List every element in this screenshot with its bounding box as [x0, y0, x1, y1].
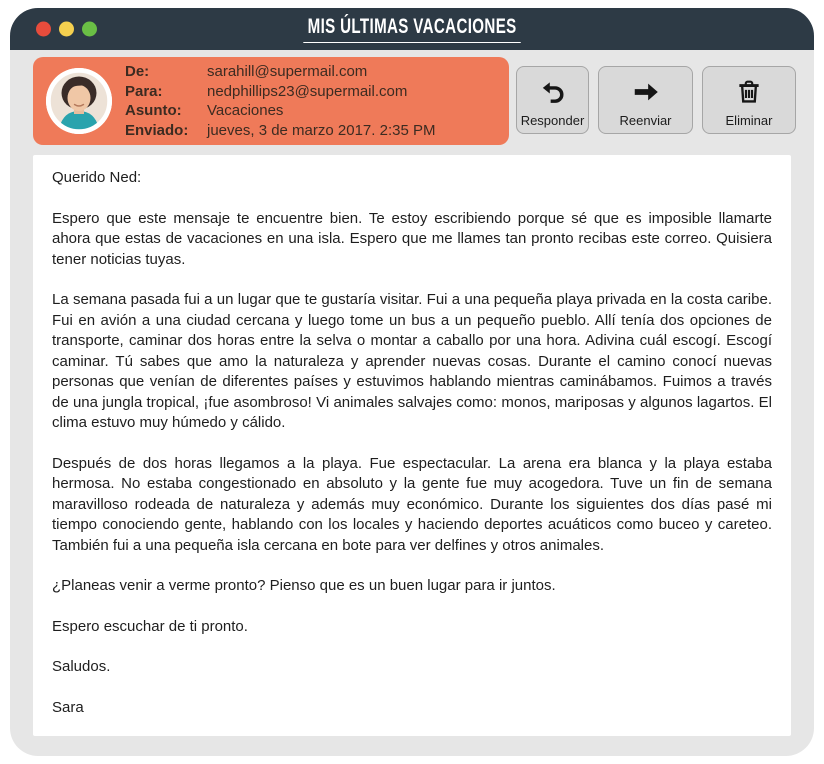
meta-row-from — [125, 62, 435, 82]
from-label: De: — [125, 63, 150, 80]
reply-button-label: Responder — [520, 113, 585, 128]
reply-arrow-icon — [538, 67, 568, 113]
paragraph: La semana pasada fui a un lugar que te gustaría visitar. Fui a una pequeña playa privada en la costa caribe. Fui en avión a una ciudad cercana y luego tome un bus a un pequeño pueblo. Allí tenía dos opciones de transporte, caminar dos horas entre la selva o montar a caballo por una hora. Adivina cuál escogí. Escogí caminar. Tú sabes que amo la naturaleza y aprender nuevas cosas. Durante el camino conocí nuevas personas que venían de diferentes países y estuvimos hablando mientras caminábamos. Fuimos a través de una jungla tropical, ¡fue asombroso! Vi animales salvajes como: monos, mariposas y algunos lagartos. El clima estuvo muy húmedo y cálido. — [52, 291, 772, 431]
forward-button[interactable] — [598, 66, 693, 134]
to-value: nedphillips23@supermail.com — [207, 82, 408, 100]
subject-value: Vacaciones — [207, 102, 284, 119]
mail-header — [33, 57, 509, 145]
mail-meta — [125, 62, 435, 140]
meta-row-subject — [125, 101, 435, 121]
avatar — [46, 68, 112, 134]
trash-icon — [734, 67, 764, 113]
close-window-icon[interactable] — [36, 22, 51, 37]
paragraph: Espero que este mensaje te encuentre bien. Te estoy escribiendo porque sé que es imposible llamarte ahora que estas de vacaciones en una isla. Espero que me llames tan pronto recibas este correo. Quisiera tener noticias tuyas. — [52, 209, 772, 268]
sent-label: Enviado: — [125, 121, 189, 139]
maximize-window-icon[interactable] — [82, 22, 97, 37]
email-window — [10, 8, 814, 756]
closing: Saludos. — [52, 658, 111, 675]
email-body — [33, 155, 791, 736]
reply-button[interactable] — [516, 66, 589, 134]
paragraph: Después de dos horas llegamos a la playa. Fue espectacular. La arena era blanca y la playa estaba hermosa. No estaba congestionado en absoluto y la gente fue muy acogedora. Tuve un fin de semana maravilloso rodeada de naturaleza y además muy económico. Durante los siguientes dos días pasé mi tiempo conociendo gente, hablando con los locales y haciendo deportes acuáticos como buceo y careteo. También fui a una pequeña isla cercana en bote para ver delfines y otros animales. — [52, 454, 772, 554]
paragraph: Espero escuchar de ti pronto. — [52, 617, 248, 635]
to-label: Para: — [125, 82, 163, 100]
window-title: MIS ÚLTIMAS VACACIONES — [303, 15, 521, 43]
minimize-window-icon[interactable] — [59, 22, 74, 37]
signature: Sara — [52, 698, 84, 716]
toolbar — [516, 66, 796, 134]
sent-value: jueves, 3 de marzo 2017. 2:35 PM — [207, 121, 436, 139]
window-controls — [36, 22, 97, 37]
sender-photo — [46, 68, 112, 134]
subject-label: Asunto: — [125, 102, 182, 119]
meta-row-sent — [125, 121, 435, 141]
forward-arrow-icon — [630, 67, 662, 113]
greeting: Querido Ned: — [52, 169, 142, 186]
paragraph: ¿Planeas venir a verme pronto? Pienso que es un buen lugar para ir juntos. — [52, 577, 556, 594]
title-bar — [10, 8, 814, 50]
delete-button-label: Eliminar — [725, 113, 773, 128]
delete-button[interactable] — [702, 66, 796, 134]
meta-row-to — [125, 82, 435, 102]
forward-button-label: Reenviar — [619, 113, 672, 128]
from-value: sarahill@supermail.com — [207, 63, 368, 80]
